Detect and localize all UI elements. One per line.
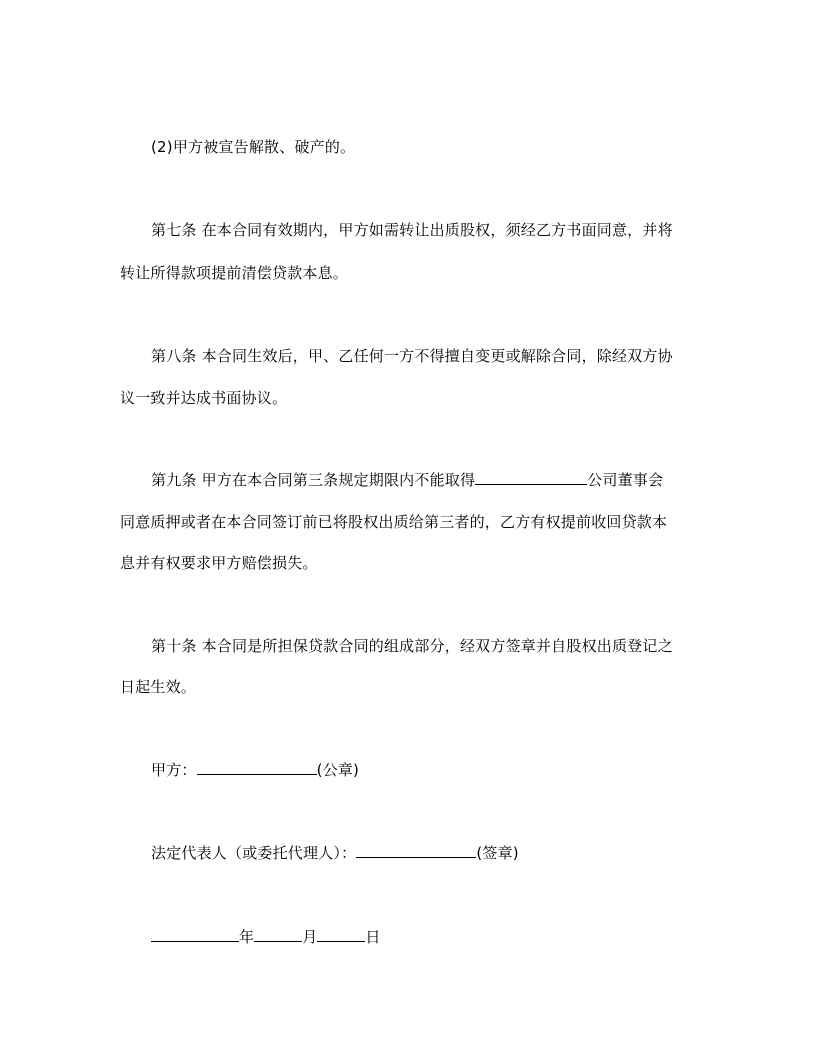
article-10-line-1: 第十条 本合同是所担保贷款合同的组成部分，经双方签章并自股权出质登记之 (151, 637, 673, 655)
article-8-line-1: 第八条 本合同生效后，甲、乙任何一方不得擅自变更或解除合同，除经双方协 (151, 347, 673, 365)
article-9-prefix: 第九条 甲方在本合同第三条规定期限内不能取得 (151, 471, 476, 489)
representative-blank[interactable] (356, 843, 476, 858)
article-10-line-2: 日起生效。 (120, 678, 197, 696)
day-blank[interactable] (317, 927, 365, 942)
article-9-line-2: 同意质押或者在本合同签订前已将股权出质给第三者的，乙方有权提前收回贷款本 (120, 513, 668, 531)
article-7-line-1: 第七条 在本合同有效期内，甲方如需转让出质股权，须经乙方书面同意，并将 (151, 221, 673, 239)
party-a-seal-note: (公章) (316, 761, 360, 779)
year-label: 年 (239, 928, 255, 946)
date-line (151, 927, 751, 947)
article-7-line-2: 转让所得款项提前清偿贷款本息。 (120, 264, 349, 282)
article-9-suffix: 公司董事会 (587, 471, 664, 489)
month-label: 月 (302, 928, 318, 946)
article-9-line-1 (151, 470, 751, 490)
representative-signature-line (151, 843, 751, 863)
month-blank[interactable] (254, 927, 302, 942)
representative-seal-note: (签章) (476, 844, 519, 862)
party-a-signature-line (151, 760, 751, 780)
representative-label: 法定代表人（或委托代理人）： (151, 844, 357, 862)
day-label: 日 (365, 928, 381, 946)
article-8-line-2: 议一致并达成书面协议。 (120, 389, 288, 407)
party-a-label: 甲方： (151, 761, 197, 779)
party-a-blank[interactable] (197, 760, 317, 775)
company-name-blank[interactable] (475, 470, 587, 485)
article-9-line-3: 息并有权要求甲方赔偿损失。 (120, 554, 318, 572)
clause-2-item: (2)甲方被宣告解散、破产的。 (151, 138, 356, 156)
year-blank[interactable] (151, 927, 239, 942)
